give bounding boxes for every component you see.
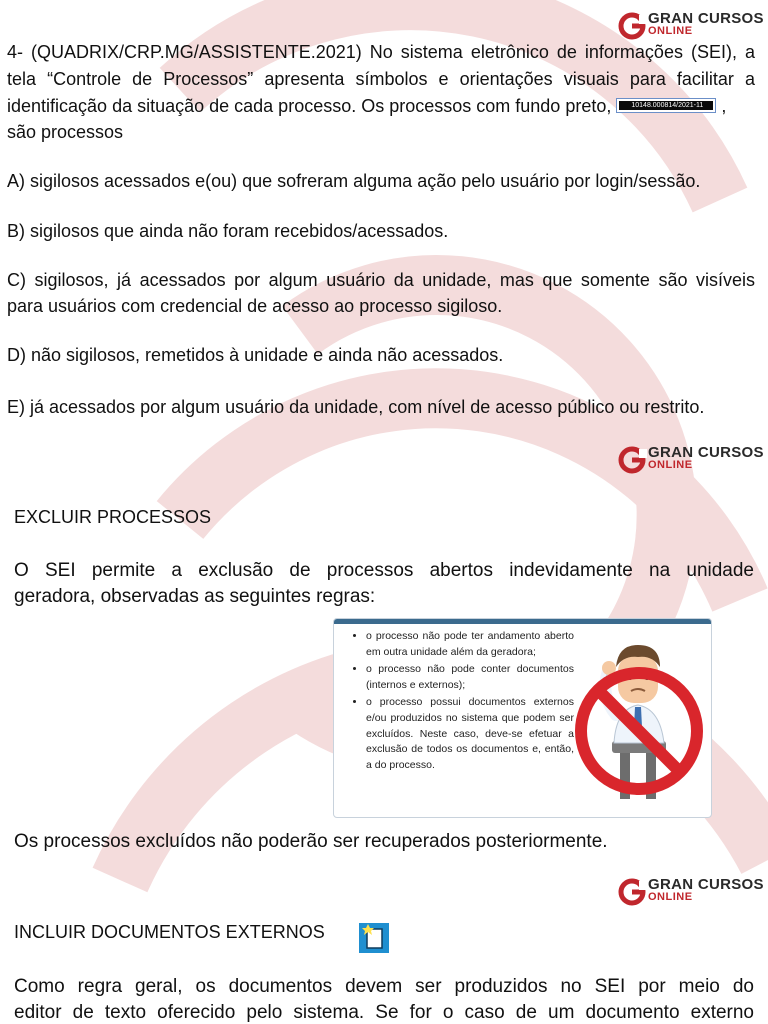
question-line-4: são processos: [7, 122, 124, 142]
figure-top-rule: [334, 619, 711, 624]
option-c-line-2: para usuários com credencial de acesso ao processo sigiloso.: [7, 296, 503, 316]
process-badge-black: [616, 98, 716, 113]
gran-g-icon: [617, 445, 647, 475]
prohibited-sign-icon: [572, 631, 706, 811]
brand-logo: [617, 8, 764, 44]
excluir-intro-line-2: geradora, observadas as seguintes regras:: [14, 586, 376, 607]
exclusion-rules-figure: [333, 618, 712, 818]
question-line-1: 4- (QUADRIX/CRP.MG/ASSISTENTE.2021) No sistema eletrônico de informações (SEI), a: [7, 42, 755, 62]
gran-g-icon: [617, 11, 647, 41]
option-c-line-1: C) sigilosos, já acessados por algum usuário da unidade, mas que somente são visíveis: [7, 270, 755, 290]
incluir-line-2: editor de texto oferecido pelo sistema. Se for o caso de um documento externo: [14, 1002, 754, 1023]
brand-sub: ONLINE: [648, 25, 693, 37]
process-number: 10148.000814/2021-11: [619, 101, 713, 110]
section-heading-excluir: EXCLUIR PROCESSOS: [14, 507, 212, 527]
exclusion-rules-list: [348, 629, 574, 775]
option-a: A) sigilosos acessados e(ou) que sofreram alguma ação pelo usuário por login/sessão.: [7, 171, 701, 191]
question-line-3-comma: ,: [721, 96, 727, 116]
rule-item: • o processo não pode ter andamento aberto em outra unidade além da geradora;: [366, 629, 574, 660]
brand-sub: ONLINE: [648, 891, 693, 903]
gran-g-icon: [617, 877, 647, 907]
option-e: E) já acessados por algum usuário da unidade, com nível de acesso público ou restrito.: [7, 397, 705, 417]
excluir-intro-line-1: O SEI permite a exclusão de processos abertos indevidamente na unidade: [14, 560, 754, 581]
section-heading-incluir: INCLUIR DOCUMENTOS EXTERNOS: [14, 922, 325, 942]
external-document-icon[interactable]: [358, 922, 390, 954]
rule-item: • o processo não pode conter documentos (internos e externos);: [366, 662, 574, 693]
brand-logo: [617, 874, 764, 910]
question-line-2: tela “Controle de Processos” apresenta símbolos e orientações visuais para facilitar a: [7, 69, 755, 89]
brand-logo: [617, 442, 764, 478]
brand-name: GRAN CURSOS: [648, 444, 764, 461]
question-line-3: [7, 95, 726, 118]
excluir-note: Os processos excluídos não poderão ser recuperados posteriormente.: [14, 831, 608, 852]
option-b: B) sigilosos que ainda não foram recebidos/acessados.: [7, 221, 449, 241]
brand-name: GRAN CURSOS: [648, 10, 764, 27]
brand-name: GRAN CURSOS: [648, 876, 764, 893]
incluir-line-1: Como regra geral, os documentos devem ser produzidos no SEI por meio do: [14, 976, 754, 997]
brand-sub: ONLINE: [648, 459, 693, 471]
option-d: D) não sigilosos, remetidos à unidade e ainda não acessados.: [7, 345, 504, 365]
rule-item: • o processo possui documentos externos e/ou produzidos no sistema que podem ser excluídos. Neste caso, deve-se efetuar a exclusão de todos os documentos e, então, a do processo.: [366, 695, 574, 773]
question-line-3-text: identificação da situação de cada processo. Os processos com fundo preto,: [7, 96, 612, 116]
